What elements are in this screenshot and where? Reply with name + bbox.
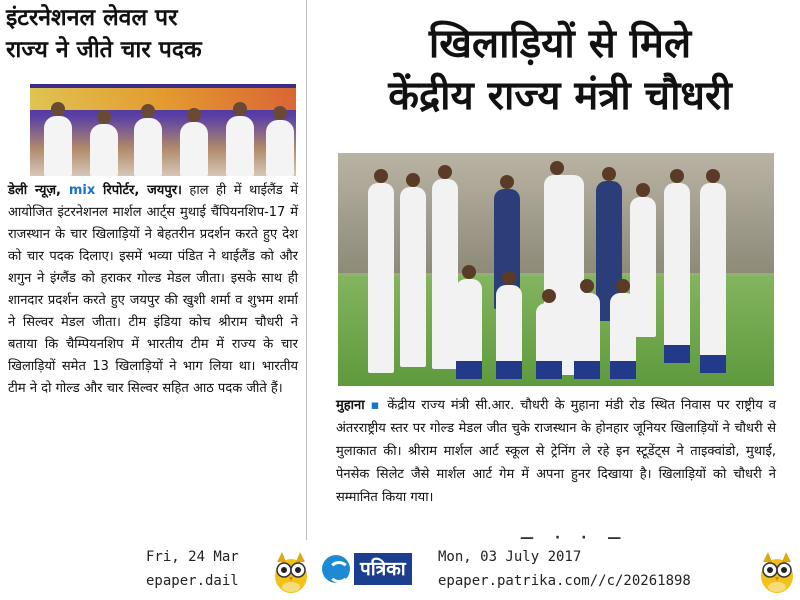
left-epaper-date: Fri, 24 Mar	[146, 549, 239, 565]
right-headline-line-1: खिलाड़ियों से मिले	[428, 21, 692, 67]
athlete-figure	[610, 293, 636, 379]
patrika-logo	[322, 551, 432, 591]
dateline-prefix: डेली न्यूज़,	[8, 183, 69, 198]
athlete-figure	[536, 303, 562, 379]
right-article-headline	[330, 18, 790, 122]
right-article-group-photo	[338, 153, 774, 386]
column-divider	[306, 0, 307, 540]
right-headline-line-2: केंद्रीय राज्य मंत्री चौधरी	[388, 73, 732, 119]
athlete-figure	[266, 120, 294, 176]
athlete-figure	[700, 183, 726, 373]
athlete-figure	[664, 183, 690, 363]
right-article-caption	[336, 394, 776, 509]
left-article-photo	[30, 84, 296, 176]
athlete-figure	[226, 116, 254, 176]
athlete-figure	[90, 124, 118, 176]
athlete-figure	[496, 285, 522, 379]
globe-icon	[322, 555, 350, 583]
athlete-figure	[368, 183, 394, 373]
right-epaper-url[interactable]: epaper.patrika.com//c/20261898	[438, 573, 691, 589]
left-article-body	[8, 180, 298, 400]
athlete-figure	[432, 179, 458, 369]
athlete-figure	[134, 118, 162, 176]
logo-wordmark: पत्रिका	[354, 553, 412, 585]
left-article-text: हाल ही में थाईलैंड में आयोजित इंटरनेशनल मार्शल आर्ट्स मुथाई चैंपियनशिप-17 में राजस्थान के चार खिलाड़ियों ने बेहतरीन प्रदर्शन करते हुए देश को चार पदक दिलाए। इसमें भव्या पंडित ने थाईलैंड को और शगुन ने इंग्लैंड को हराकर गोल्ड मेडल जीता। इसके साथ ही शानदार प्रदर्शन करते हुए जयपुर की खुशी शर्मा व शुभम शर्मा ने सिल्वर मेडल जीता। टीम इंडिया कोच श्रीराम चौधरी ने बताया कि चैम्पियनशिप में भारतीय टीम में राज्य के चार खिलाड़ियों समेत 13 खिलाड़ियों ने भाग लिया था। भारतीय टीम ने दो गोल्ड और चार सिल्वर सहित आठ पदक जीते हैं।	[8, 183, 298, 396]
caption-text: केंद्रीय राज्य मंत्री सी.आर. चौधरी के मुहाना मंडी रोड स्थित निवास पर राष्ट्रीय व अंतरराष्ट्रीय स्तर पर गोल्ड मेडल जीत चुके राजस्थान के होनहार जूनियर खिलाड़ियों ने चौधरी से मुलाकात की। श्रीराम मार्शल आर्ट स्कूल से ट्रेनिंग ले रहे इन स्टूडेंट्स ने ताइक्वांडो, मुथाई, पेनसेक सिलेट जैसे मार्शल आर्ट गेम में अपना हुनर दिखाया है। खिलाड़ियों को चौधरी ने सम्मानित किया गया।	[336, 398, 776, 505]
athlete-figure	[574, 293, 600, 379]
athlete-figure	[44, 116, 72, 176]
right-epaper-date: Mon, 03 July 2017	[438, 549, 582, 565]
owl-mascot-icon	[272, 550, 310, 594]
athlete-figure	[400, 187, 426, 367]
athlete-figure	[180, 122, 208, 176]
next-article-fragment: — · · —	[520, 530, 630, 546]
owl-mascot-icon	[758, 550, 796, 594]
left-article-headline	[6, 2, 306, 66]
left-headline-line-1: इंटरनेशनल लेवल पर	[6, 5, 178, 31]
dateline-mix-brand: mix	[68, 183, 96, 198]
left-epaper-url[interactable]: epaper.dail	[146, 573, 239, 589]
left-headline-line-2: राज्य ने जीते चार पदक	[6, 37, 202, 63]
dateline-suffix: रिपोर्टर, जयपुर।	[95, 183, 182, 198]
caption-bullet: ▪	[370, 398, 382, 413]
caption-place: मुहाना	[336, 398, 365, 413]
athlete-figure	[456, 279, 482, 379]
photo-banner	[30, 88, 296, 110]
